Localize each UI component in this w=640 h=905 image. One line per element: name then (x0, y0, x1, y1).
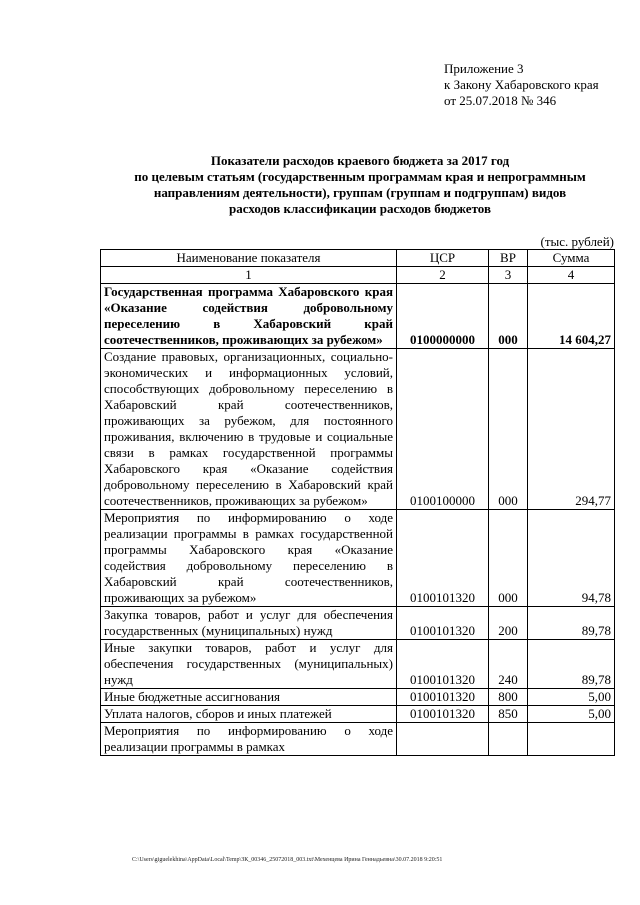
row-vr-cell: 200 (489, 607, 528, 640)
header-vr: ВР (489, 250, 528, 267)
row-csr-cell: 0100100000 (397, 349, 489, 510)
row-sum-cell: 14 604,27 (528, 284, 615, 349)
row-vr-cell: 240 (489, 640, 528, 689)
row-vr-cell: 000 (489, 510, 528, 607)
file-path-footer: C:\Users\giguelekhina\AppData\Local\Temp\ЗК_00346_25072018_003.txt\Мехенцева Ирина Геннадьевна\30.07.2018 9:20:51 (132, 857, 443, 863)
row-csr-cell: 0100101320 (397, 640, 489, 689)
row-sum-cell: 5,00 (528, 706, 615, 723)
table-header-row (101, 250, 615, 267)
table-row (101, 349, 615, 510)
row-vr-cell: 850 (489, 706, 528, 723)
appendix-number: Приложение 3 (444, 61, 524, 76)
row-name-cell: Мероприятия по информированию о ходе реализации программы в рамках (101, 723, 397, 756)
appendix-law-date: от 25.07.2018 № 346 (444, 93, 557, 108)
row-csr-cell: 0100101320 (397, 607, 489, 640)
table-row (101, 284, 615, 349)
row-name-cell: Иные закупки товаров, работ и услуг для обеспечения государственных (муниципальных) нужд (101, 640, 397, 689)
title-line-4: расходов классификации расходов бюджетов (229, 201, 491, 216)
row-sum-cell: 5,00 (528, 689, 615, 706)
row-csr-cell: 0100101320 (397, 706, 489, 723)
row-sum-cell: 94,78 (528, 510, 615, 607)
row-name-cell: Закупка товаров, работ и услуг для обеспечения государственных (муниципальных) нужд (101, 607, 397, 640)
row-sum-cell: 89,78 (528, 640, 615, 689)
budget-table (100, 249, 615, 756)
row-sum-cell: 294,77 (528, 349, 615, 510)
column-number-2: 2 (397, 267, 489, 284)
table-row (101, 607, 615, 640)
row-csr-cell: 0100000000 (397, 284, 489, 349)
header-name: Наименование показателя (101, 250, 397, 267)
row-csr-cell: 0100101320 (397, 510, 489, 607)
title-line-2: по целевым статьям (государственным программам края и непрограммным (134, 169, 586, 184)
appendix-header (444, 61, 599, 109)
table-row (101, 689, 615, 706)
row-csr-cell: 0100101320 (397, 689, 489, 706)
title-line-3: направлениям деятельности), группам (группам и подгруппам) видов (153, 185, 567, 200)
header-sum: Сумма (528, 250, 615, 267)
title-line-1: Показатели расходов краевого бюджета за 2017 год (210, 153, 510, 168)
row-vr-cell: 000 (489, 349, 528, 510)
table-row (101, 510, 615, 607)
row-vr-cell (489, 723, 528, 756)
row-name-cell: Иные бюджетные ассигнования (101, 689, 397, 706)
column-number-4: 4 (528, 267, 615, 284)
row-name-cell: Создание правовых, организационных, социально-экономических и информационных условий, способствующих добровольному переселению в Хабаровский край соотечественников, проживающих за рубежом, для постоянного проживания, включению в трудовые и социальные связи в рамках государственной программы Хабаровского края «Оказание содействия добровольному переселению в Хабаровский край соотечественников, проживающих за рубежом» (101, 349, 397, 510)
row-csr-cell (397, 723, 489, 756)
row-name-cell: Мероприятия по информированию о ходе реализации программы в рамках государственной программы Хабаровского края «Оказание содействия добровольному переселению в Хабаровский край соотечественников, проживающих за рубежом» (101, 510, 397, 607)
column-number-1: 1 (101, 267, 397, 284)
appendix-law-reference: к Закону Хабаровского края (444, 77, 599, 92)
table-row (101, 706, 615, 723)
row-name-cell: Уплата налогов, сборов и иных платежей (101, 706, 397, 723)
row-vr-cell: 800 (489, 689, 528, 706)
units-label: (тыс. рублей) (540, 234, 614, 249)
column-number-3: 3 (489, 267, 528, 284)
row-sum-cell: 89,78 (528, 607, 615, 640)
row-vr-cell: 000 (489, 284, 528, 349)
header-csr: ЦСР (397, 250, 489, 267)
table-row (101, 723, 615, 756)
table-row (101, 640, 615, 689)
row-name-cell: Государственная программа Хабаровского края «Оказание содействия добровольному переселению в Хабаровский край соотечественников, проживающих за рубежом» (101, 284, 397, 349)
document-title (100, 153, 620, 217)
column-number-row (101, 267, 615, 284)
row-sum-cell (528, 723, 615, 756)
